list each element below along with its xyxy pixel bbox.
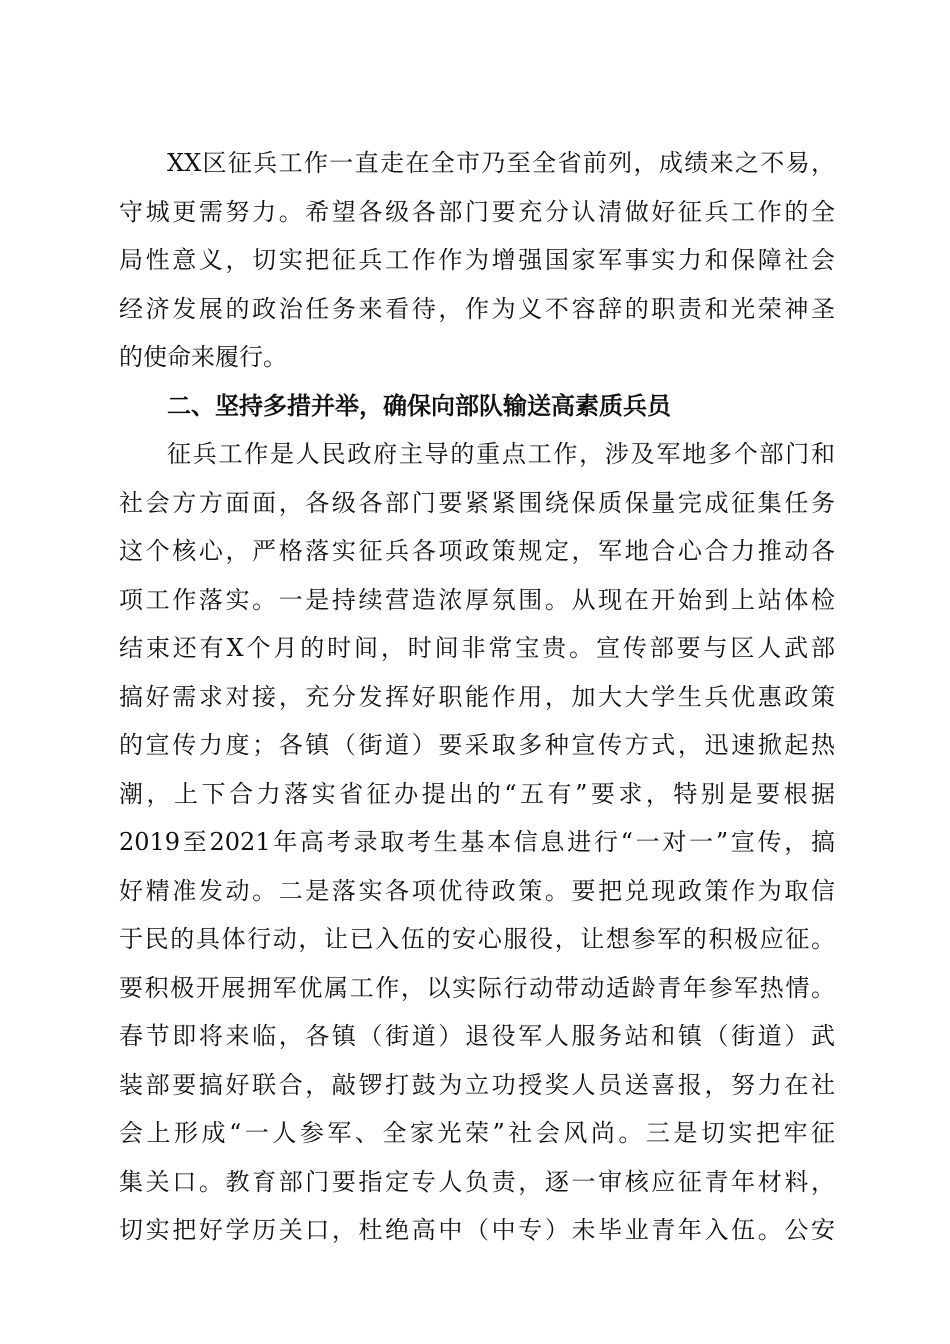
paragraph-2-line-14: 装部要搞好联合，敲锣打鼓为立功授奖人员送喜报，努力在社: [119, 1071, 835, 1099]
paragraph-2-line-5: 结束还有X个月的时间，时间非常宝贵。宣传部要与区人武部: [119, 634, 835, 662]
paragraph-2-line-10: 好精准发动。二是落实各项优待政策。要把兑现政策作为取信: [119, 877, 835, 905]
paragraph-1-line-1: XX区征兵工作一直走在全市乃至全省前列，成绩来之不易，: [167, 149, 835, 177]
paragraph-2-line-6: 搞好需求对接，充分发挥好职能作用，加大大学生兵优惠政策: [119, 683, 835, 711]
paragraph-2-line-12: 要积极开展拥军优属工作，以实际行动带动适龄青年参军热情。: [119, 974, 835, 1002]
paragraph-1-line-3: 局性意义，切实把征兵工作作为增强国家军事实力和保障社会: [119, 246, 835, 274]
paragraph-2-line-3: 这个核心，严格落实征兵各项政策规定，军地合心合力推动各: [119, 537, 835, 565]
paragraph-2-line-1: 征兵工作是人民政府主导的重点工作，涉及军地多个部门和: [167, 440, 835, 468]
paragraph-2-line-4: 项工作落实。一是持续营造浓厚氛围。从现在开始到上站体检: [119, 586, 835, 614]
paragraph-2-line-2: 社会方方面面，各级各部门要紧紧围绕保质保量完成征集任务: [119, 489, 835, 517]
paragraph-2-line-8: 潮，上下合力落实省征办提出的“五有”要求，特别是要根据: [119, 780, 835, 808]
paragraph-1-line-4: 经济发展的政治任务来看待，作为义不容辞的职责和光荣神圣: [119, 295, 835, 323]
section-heading-2: 二、坚持多措并举，确保向部队输送高素质兵员: [167, 392, 671, 420]
paragraph-1-line-5: 的使命来履行。: [119, 343, 287, 371]
paragraph-2-line-15: 会上形成“一人参军、全家光荣”社会风尚。三是切实把牢征: [119, 1119, 835, 1147]
paragraph-2-line-16: 集关口。教育部门要指定专人负责，逐一审核应征青年材料，: [119, 1168, 835, 1196]
paragraph-2-line-13: 春节即将来临，各镇（街道）退役军人服务站和镇（街道）武: [119, 1022, 835, 1050]
paragraph-2-line-17: 切实把好学历关口，杜绝高中（中专）未毕业青年入伍。公安: [119, 1216, 835, 1244]
paragraph-1-line-2: 守城更需努力。希望各级各部门要充分认清做好征兵工作的全: [119, 198, 835, 226]
paragraph-2-line-11: 于民的具体行动，让已入伍的安心服役，让想参军的积极应征。: [119, 925, 835, 953]
paragraph-2-line-9: 2019至2021年高考录取考生基本信息进行“一对一”宣传，搞: [119, 828, 835, 856]
paragraph-2-line-7: 的宣传力度；各镇（街道）要采取多种宣传方式，迅速掀起热: [119, 731, 835, 759]
